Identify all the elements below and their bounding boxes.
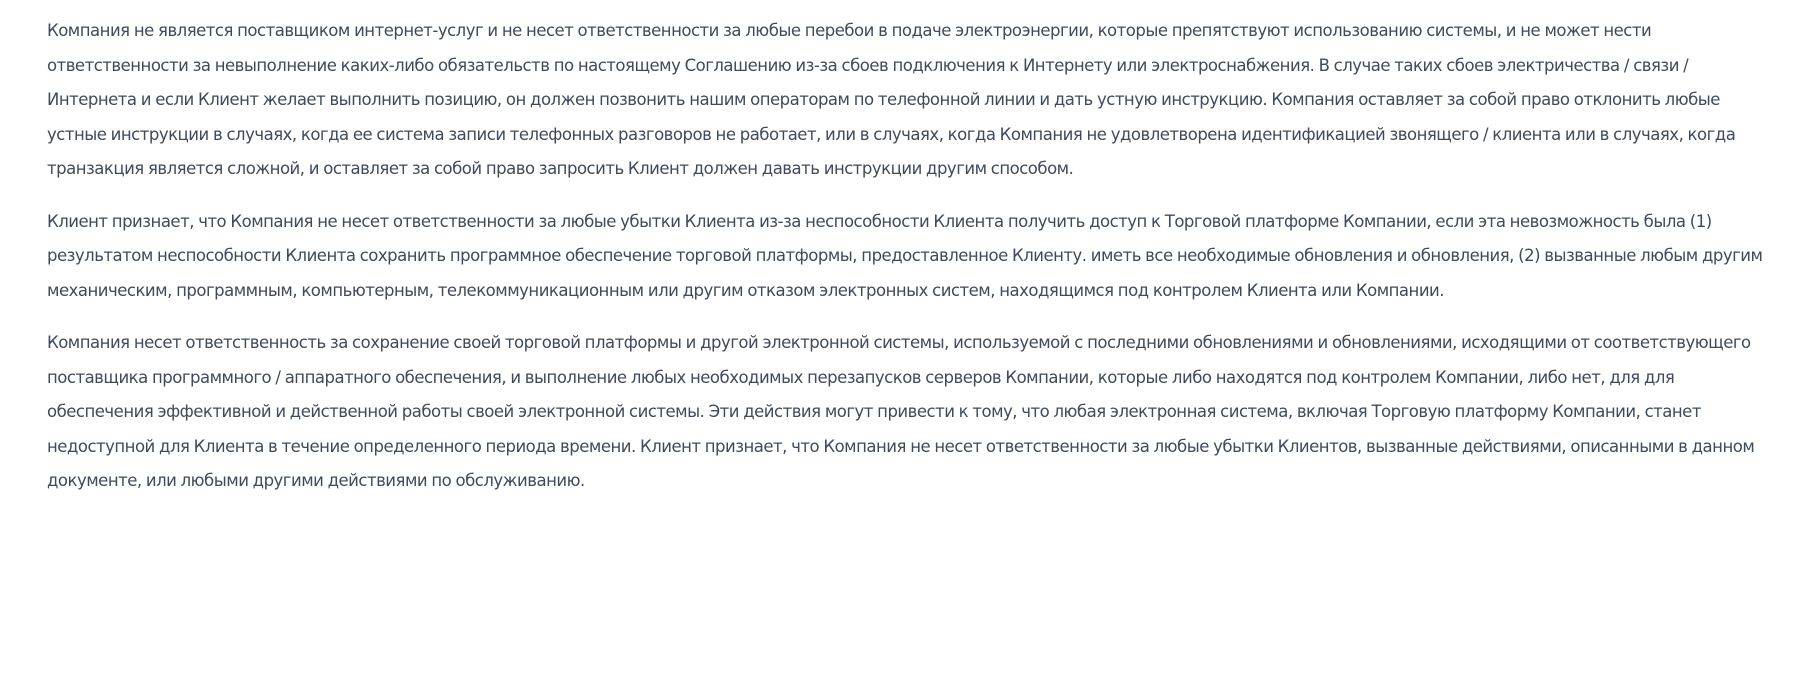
paragraph-power-outages: Компания не является поставщиком интернет-услуг и не несет ответственности за любые перебои в подаче электроэнергии, которые препятствуют использованию системы, и не может нести ответственности за невыполнение каких-либо обязательств по настоящему Соглашению из-за сбоев подключения к Интернету или электроснабжения. В случае таких сбоев электричества / связи / Интернета и если Клиент желает выполнить позицию, он должен позвонить нашим операторам по телефонной линии и дать устную инструкцию. Компания оставляет за собой право отклонить любые устные инструкции в случаях, когда ее система записи телефонных разговоров не работает, или в случаях, когда Компания не удовлетворена идентификацией звонящего / клиента или в случаях, когда транзакция является сложной, и оставляет за собой право запросить Клиент должен давать инструкции другим способом. [47,21,1736,178]
paragraph-platform-access: Клиент признает, что Компания не несет ответственности за любые убытки Клиента из-за неспособности Клиента получить доступ к Торговой платформе Компании, если эта невозможность была (1) результатом неспособности Клиента сохранить программное обеспечение торговой платформы, предоставленное Клиенту. иметь все необходимые обновления и обновления, (2) вызванные любым другим механическим, программным, компьютерным, телекоммуникационным или другим отказом электронных систем, находящимся под контролем Клиента или Компании. [47,211,1763,300]
paragraph-maintenance: Компания несет ответственность за сохранение своей торговой платформы и другой электронной системы, используемой с последними обновлениями и обновлениями, исходящими от соответствующего поставщика программного / аппаратного обеспечения, и выполнение любых необходимых перезапусков серверов Компании, которые либо находятся под контролем Компании, либо нет, для для обеспечения эффективной и действенной работы своей электронной системы. Эти действия могут привести к тому, что любая электронная система, включая Торговую платформу Компании, станет недоступной для Клиента в течение определенного периода времени. Клиент признает, что Компания не несет ответственности за любые убытки Клиентов, вызванные действиями, описанными в данном документе, или любыми другими действиями по обслуживанию. [47,333,1755,490]
